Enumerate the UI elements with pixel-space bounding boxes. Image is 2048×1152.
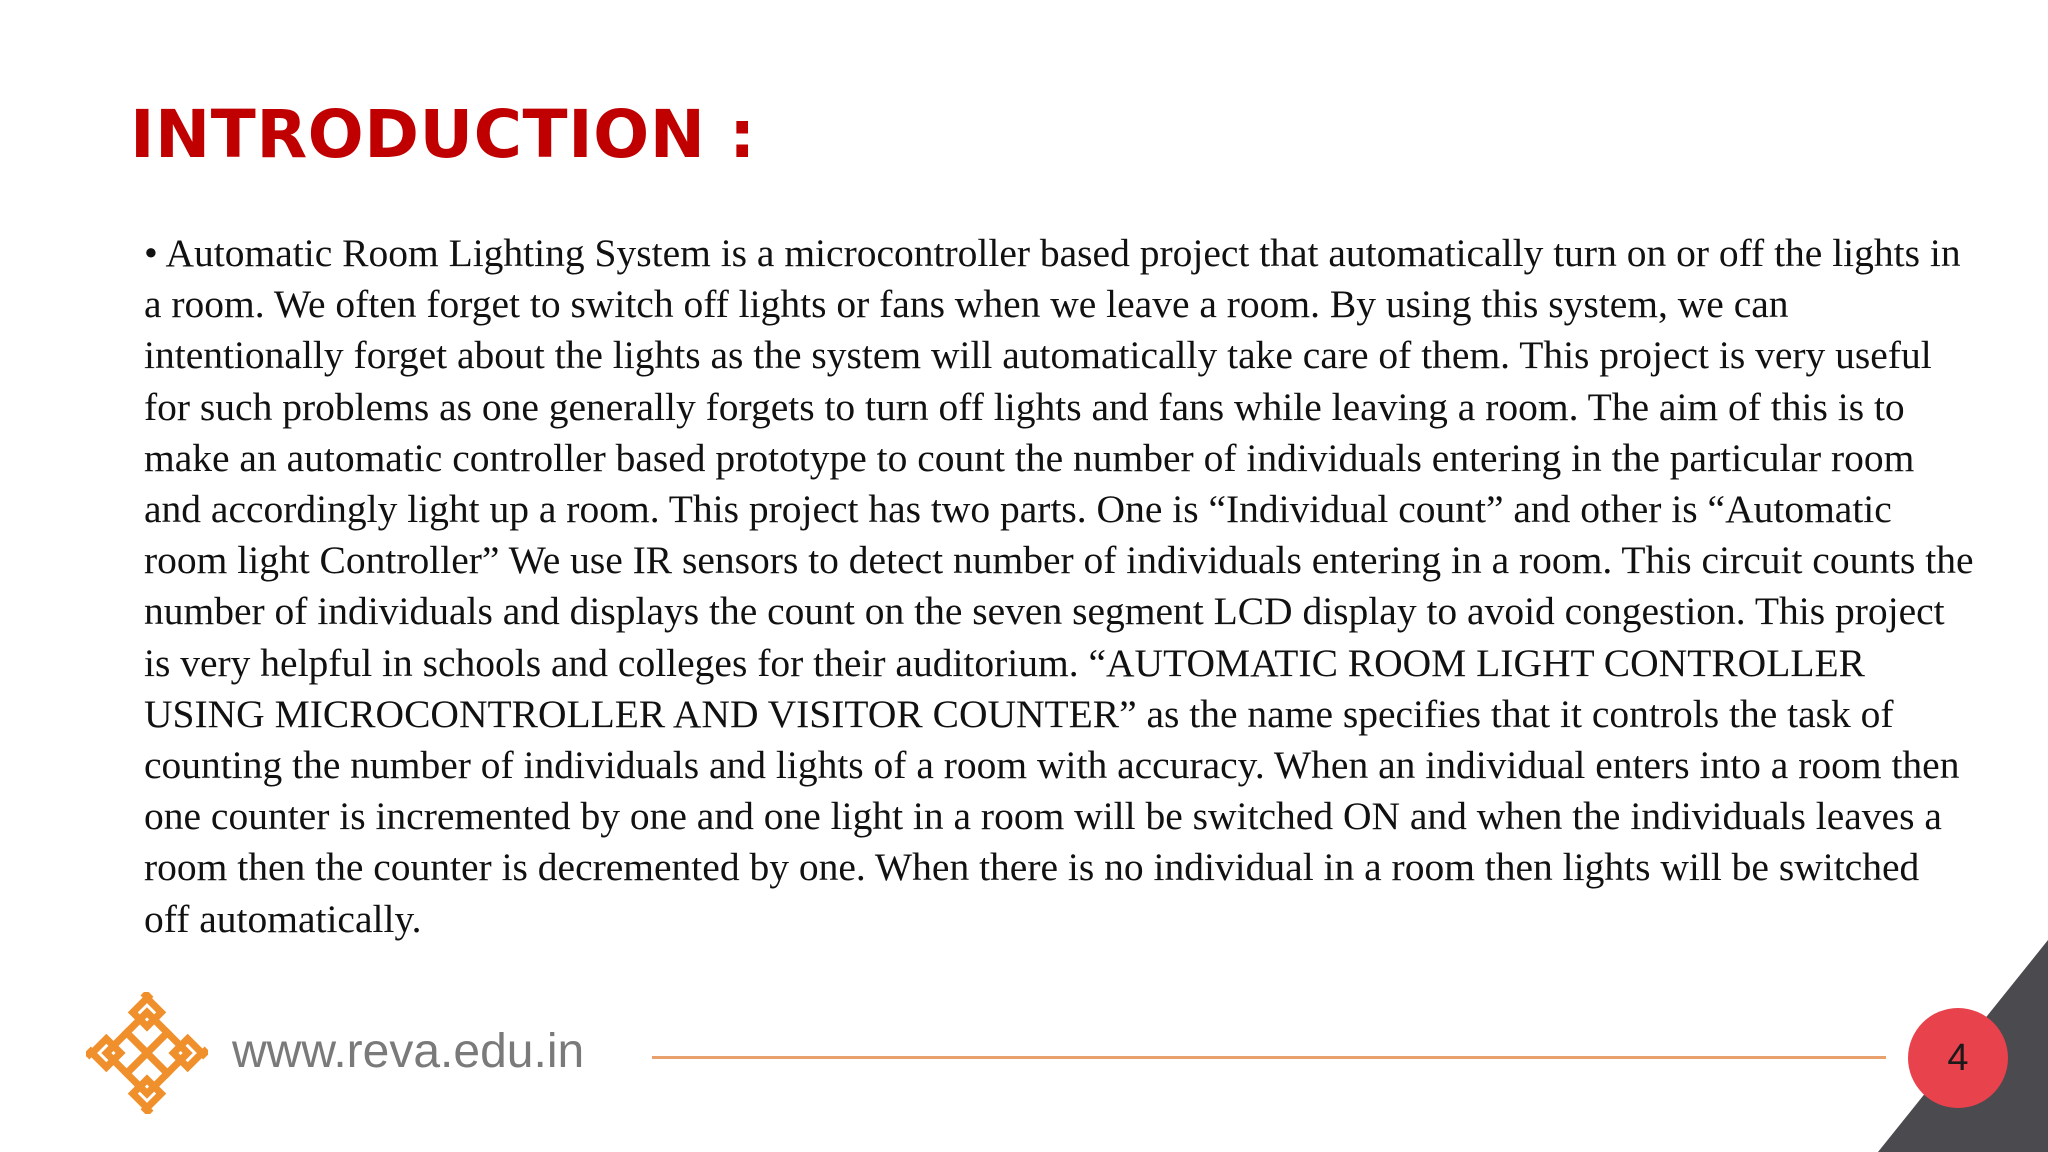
footer-website-link[interactable]: www.reva.edu.in (232, 1025, 585, 1078)
page-number-badge: 4 (1908, 1008, 2008, 1108)
slide-title: INTRODUCTION : (130, 96, 756, 173)
body-paragraph: • Automatic Room Lighting System is a microcontroller based project that automatically turn on or off the lights in a room. We often forget to switch off lights or fans when we leave a room. By using this system, we can intentionally forget about the lights as the system will automatically take care of them. This project is very useful for such problems as one generally forgets to turn off lights and fans while leaving a room. The aim of this is to make an automatic controller based prototype to count the number of individuals entering in the particular room and accordingly light up a room. This project has two parts. One is “Individual count” and other is “Automatic room light Controller” We use IR sensors to detect number of individuals entering in a room. This circuit counts the number of individuals and displays the count on the seven segment LCD display to avoid congestion. This project is very helpful in schools and colleges for their auditorium. “AUTOMATIC ROOM LIGHT CONTROLLER USING MICROCONTROLLER AND VISITOR COUNTER” as the name specifies that it controls the task of counting the number of individuals and lights of a room with accuracy. When an individual enters into a room then one counter is incremented by one and one light in a room will be switched ON and when the individuals leaves a room then the counter is decremented by one. When there is no individual in a room then lights will be switched off automatically. (144, 231, 1974, 941)
footer-divider (652, 1056, 1886, 1059)
reva-knot-logo-icon (86, 992, 208, 1114)
